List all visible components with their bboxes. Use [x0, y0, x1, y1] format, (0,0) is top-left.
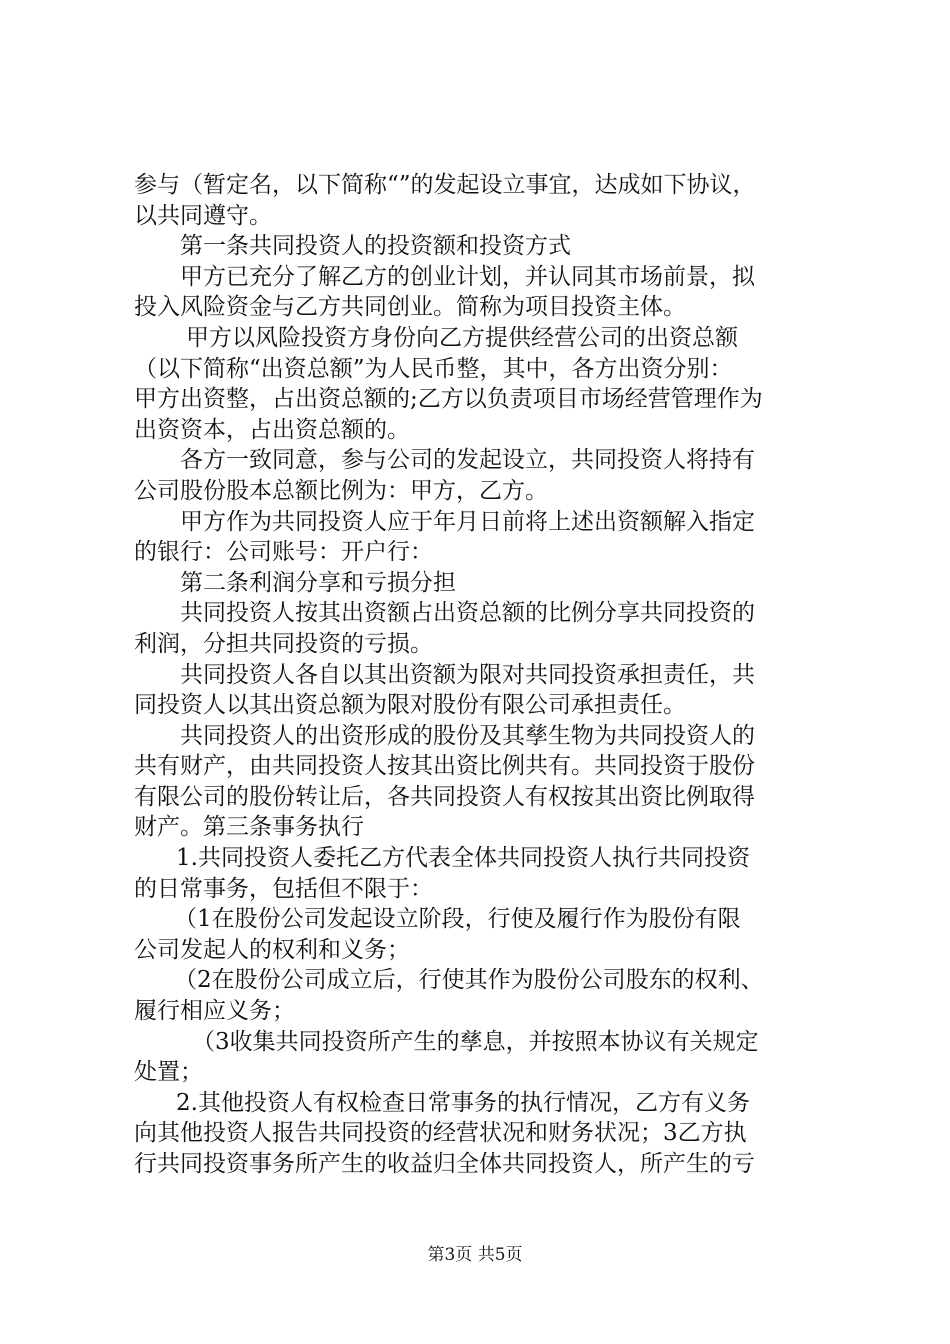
- text-line: 以共同遵守。: [134, 202, 272, 229]
- section-heading: 第二条利润分享和亏损分担: [180, 569, 456, 596]
- text-line: 有限公司的股份转让后，各共同投资人有权按其出资比例取得: [134, 783, 755, 810]
- section-heading: 第一条共同投资人的投资额和投资方式: [180, 233, 571, 260]
- text-line: 利润，分担共同投资的亏损。: [134, 630, 433, 657]
- text-line: 行共同投资事务所产生的收益归全体共同投资人，所产生的亏: [134, 1151, 755, 1177]
- list-item: （1在股份公司发起设立阶段，行使及履行作为股份有限: [174, 906, 741, 933]
- text-line: 的银行：公司账号：开户行：: [134, 539, 433, 566]
- text-line: 公司股份股本总额比例为：甲方，乙方。: [134, 477, 548, 504]
- text-line: 各方一致同意，参与公司的发起设立，共同投资人将持有: [180, 447, 755, 474]
- list-item: 1.共同投资人委托乙方代表全体共同投资人执行共同投资: [176, 845, 750, 872]
- list-item: （2在股份公司成立后，行使其作为股份公司股东的权利、: [174, 967, 764, 994]
- text-line: 甲方出资整，占出资总额的;乙方以负责项目市场经营管理作为: [134, 386, 763, 413]
- page-number-footer: 第3页 共5页: [427, 1245, 523, 1265]
- document-body: [134, 170, 834, 1180]
- text-line: 甲方作为共同投资人应于年月日前将上述出资额解入指定: [180, 508, 755, 535]
- text-line: 同投资人以其出资总额为限对股份有限公司承担责任。: [134, 692, 686, 719]
- text-line: 向其他投资人报告共同投资的经营状况和财务状况；3乙方执: [134, 1120, 747, 1147]
- text-line: 共有财产，由共同投资人按其出资比例共有。共同投资于股份: [134, 753, 755, 780]
- text-line: 投入风险资金与乙方共同创业。简称为项目投资主体。: [134, 294, 686, 321]
- text-line: 处置；: [134, 1059, 203, 1086]
- text-line: 参与（暂定名，以下简称“”的发起设立事宜，达成如下协议，: [134, 172, 756, 198]
- text-line: 甲方以风险投资方身份向乙方提供经营公司的出资总额: [186, 324, 738, 351]
- text-line: 共同投资人按其出资额占出资总额的比例分享共同投资的: [180, 600, 755, 627]
- text-line: 共同投资人各自以其出资额为限对共同投资承担责任，共: [180, 661, 755, 688]
- text-line: 履行相应义务；: [134, 998, 295, 1025]
- list-item: （3收集共同投资所产生的孳息，并按照本协议有关规定: [192, 1028, 759, 1055]
- text-line: 的日常事务，包括但不限于：: [134, 875, 433, 902]
- text-line: 出资资本，占出资总额的。: [134, 416, 410, 443]
- text-line: 甲方已充分了解乙方的创业计划，并认同其市场前景，拟: [180, 263, 755, 290]
- list-item: 2.其他投资人有权检查日常事务的执行情况，乙方有义务: [176, 1089, 750, 1116]
- text-line: 公司发起人的权利和义务；: [134, 936, 410, 963]
- text-line: （以下简称“出资总额”为人民币整，其中，各方出资分别：: [134, 355, 733, 382]
- text-line: 财产。第三条事务执行: [134, 814, 364, 841]
- text-line: 共同投资人的出资形成的股份及其孳生物为共同投资人的: [180, 722, 755, 749]
